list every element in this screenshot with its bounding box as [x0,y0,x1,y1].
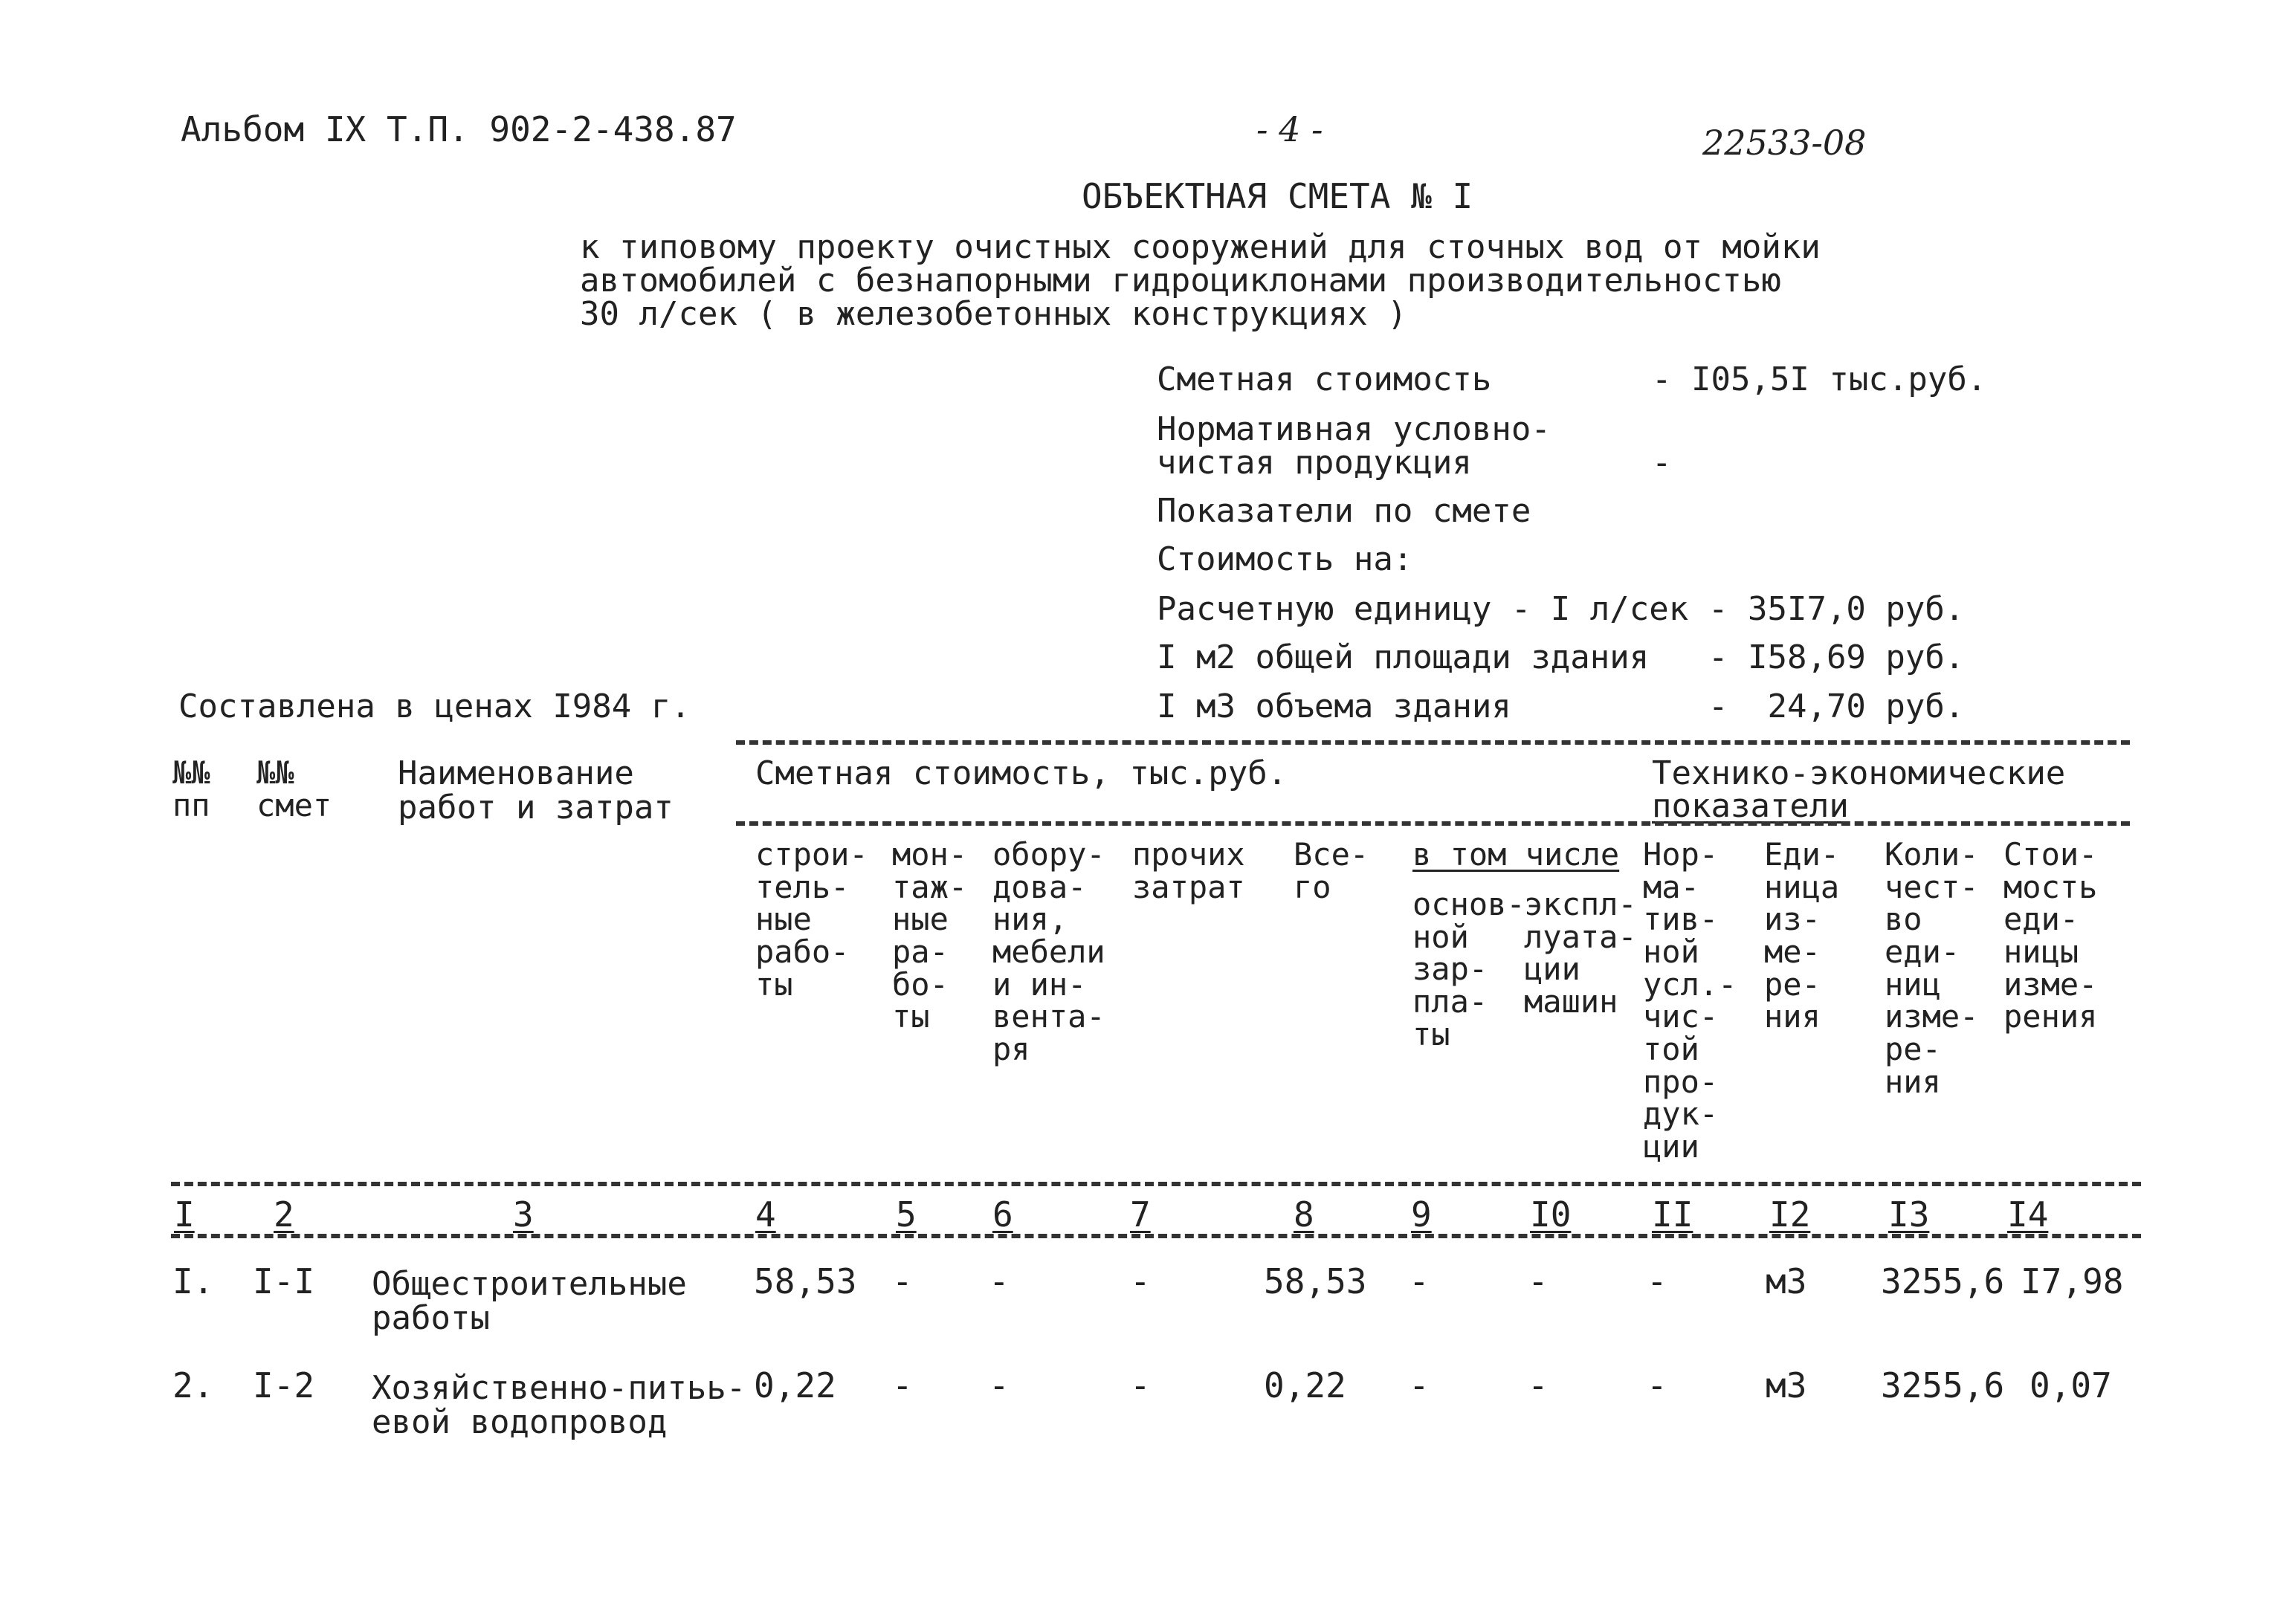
row-other: - [1130,1365,1151,1405]
m2-cost-label: I м2 общей площади здания [1157,638,1650,676]
row-estimate-number: I-2 [253,1365,315,1405]
col-header-equipment: обору- дова- ния, мебели и ин- вента- ря [992,836,1105,1068]
group-header-cost: Сметная стоимость, тыс.руб. [755,754,1288,792]
row-total: 0,22 [1264,1365,1346,1405]
m3-cost-value: - 24,70 руб. [1708,688,1965,725]
cost-value: - I05,5I тыс.руб. [1652,360,1987,398]
row-equipment: - [989,1365,1010,1405]
m2-cost-value: - I58,69 руб. [1708,638,1965,676]
document-number: 22533-08 [1702,123,1867,163]
subtitle-line-2: автомобилей с безнапорными гидроциклонами производительностью [580,262,1781,300]
col-header-row-number: №№ пп [172,754,210,824]
row-name: Хозяйственно-питьь- евой водопровод [372,1369,746,1442]
row-construction: 58,53 [754,1261,857,1301]
col-number-3: 3 [513,1194,534,1235]
header-bottom-divider [171,1182,2141,1186]
col-header-total: Все- го [1294,836,1369,905]
unit-cost-value: - 35I7,0 руб. [1708,590,1965,628]
normative-value: - [1652,444,1672,482]
row-quantity: 3255,6 [1881,1365,2005,1405]
cost-label: Сметная стоимость [1157,360,1492,398]
row-name: Общестроительные работы [372,1265,687,1338]
row-construction: 0,22 [754,1365,836,1405]
col-header-other: прочих затрат [1132,836,1245,905]
col-number-divider [171,1234,2141,1238]
row-quantity: 3255,6 [1881,1261,2005,1301]
col-number-6: 6 [992,1194,1013,1235]
row-mounting: - [892,1261,913,1301]
unit-cost-label: Расчетную единицу - I л/сек [1157,590,1689,628]
col-number-2: 2 [274,1194,294,1235]
album-code: Альбом IX Т.П. 902-2-438.87 [181,109,737,149]
row-unit-cost: I7,98 [2021,1261,2124,1301]
col-header-salary: основ- ной зар- пла- ты [1412,886,1525,1052]
col-number-5: 5 [896,1194,917,1235]
col-header-machines: экспл- луата- ции машин [1524,886,1637,1020]
row-equipment: - [989,1261,1010,1301]
col-header-construction: строи- тель- ные рабо- ты [755,836,868,1003]
row-mounting: - [892,1365,913,1405]
group-header-tech-2: показатели [1652,787,1849,825]
page-number: - 4 - [1256,109,1323,149]
row-number: 2. [172,1365,214,1405]
col-header-name: Наименование работ и затрат [398,754,674,827]
col-header-quantity: Коли- чест- во еди- ниц изме- ре- ния [1885,836,1979,1100]
row-normative: - [1647,1365,1667,1405]
row-unit-cost: 0,07 [2029,1365,2112,1405]
row-other: - [1130,1261,1151,1301]
row-machines: - [1528,1365,1549,1405]
col-number-7: 7 [1130,1194,1151,1235]
row-salary: - [1409,1261,1430,1301]
row-estimate-number: I-I [253,1261,315,1301]
col-header-mounting: мон- таж- ные ра- бо- ты [892,836,968,1035]
col-number-10: I0 [1530,1194,1572,1235]
price-basis-note: Составлена в ценах I984 г. [178,688,691,725]
group-header-tech: Технико-экономические [1652,754,2066,792]
normative-label-1: Нормативная условно- [1157,410,1551,448]
indicators-label: Показатели по смете [1157,492,1531,530]
table-top-divider [736,740,2130,745]
col-number-11: II [1652,1194,1693,1235]
document-title: ОБЪЕКТНАЯ СМЕТА № I [1082,176,1473,216]
header-group-divider [736,821,2130,826]
col-number-9: 9 [1411,1194,1432,1235]
subtitle-line-3: 30 л/сек ( в железобетонных конструкциях ) [580,295,1407,333]
col-number-12: I2 [1769,1194,1811,1235]
m3-cost-label: I м3 объема здания [1157,688,1511,725]
row-number: I. [172,1261,214,1301]
row-total: 58,53 [1264,1261,1367,1301]
normative-label-2: чистая продукция [1157,444,1472,482]
col-number-1: I [174,1194,195,1235]
row-unit: м3 [1766,1261,1807,1301]
row-machines: - [1528,1261,1549,1301]
subtitle-line-1: к типовому проекту очистных сооружений для сточных вод от мойки [580,228,1821,266]
col-number-14: I4 [2007,1194,2049,1235]
col-header-normative: Нор- ма- тив- ной усл.- чис- той про- дук- ции [1643,836,1737,1165]
row-normative: - [1647,1261,1667,1301]
col-header-unit-cost: Стои- мость еди- ницы изме- рения [2003,836,2098,1035]
col-number-4: 4 [755,1194,776,1235]
col-header-estimate-number: №№ смет [256,754,332,824]
col-number-8: 8 [1294,1194,1314,1235]
row-salary: - [1409,1365,1430,1405]
group-header-including: в том числе [1412,836,1620,873]
col-header-unit: Еди- ница из- ме- ре- ния [1764,836,1840,1035]
row-unit: м3 [1766,1365,1807,1405]
cost-for-label: Стоимость на: [1157,540,1413,578]
col-number-13: I3 [1888,1194,1930,1235]
